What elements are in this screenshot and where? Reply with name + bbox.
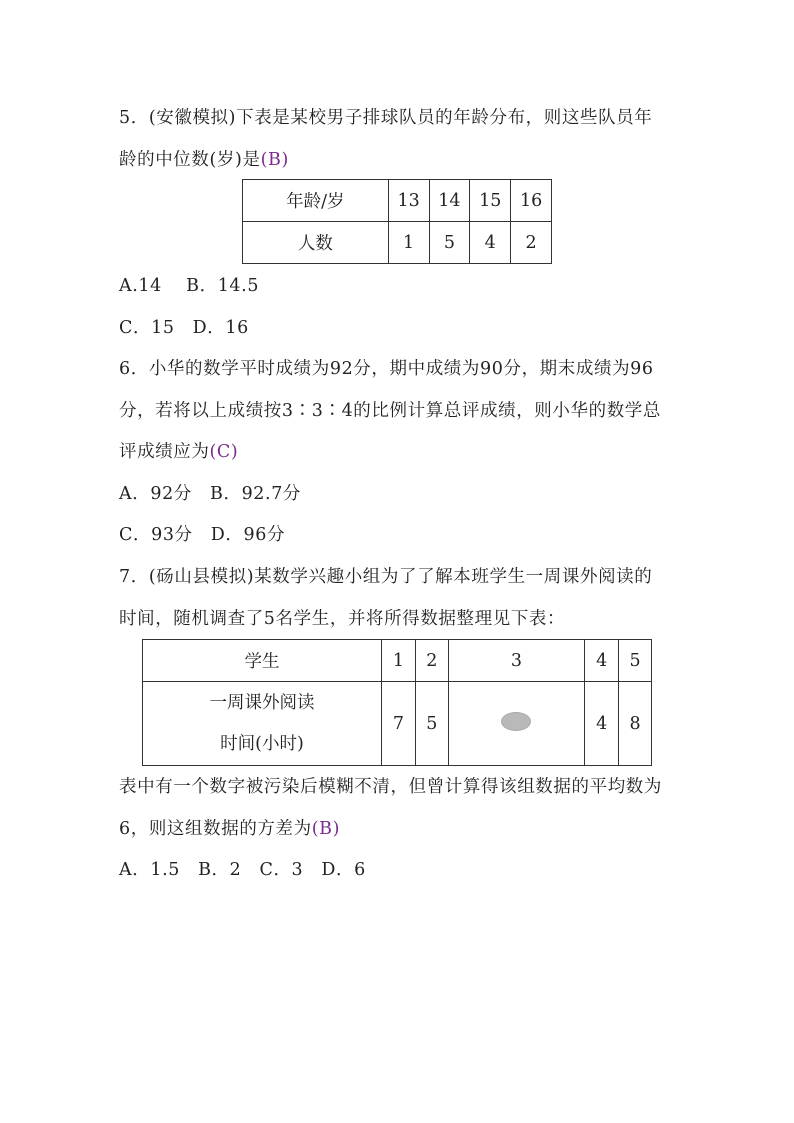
q7-hours-cell: 8 — [619, 682, 652, 766]
q5-header-age: 年龄/岁 — [243, 180, 389, 222]
q7-student-cell: 1 — [381, 640, 415, 682]
q7-hours-cell-smudged — [448, 682, 584, 766]
q7-hours-cell: 4 — [585, 682, 619, 766]
q7-table-row-student — [143, 640, 652, 682]
q7-student-cell: 4 — [585, 640, 619, 682]
q5-table-row-age — [243, 180, 552, 222]
q5-age-cell: 13 — [388, 180, 429, 222]
q5-count-cell: 2 — [511, 222, 552, 264]
q7-header-student: 学生 — [143, 640, 382, 682]
q7-stem-text: 6，则这组数据的方差为 — [119, 819, 312, 839]
q7-table-row-hours — [143, 682, 652, 766]
q6-options-line1: A．92分 B．92.7分 — [119, 484, 302, 504]
q6-stem-line3 — [119, 440, 238, 464]
q7-hours-cell: 7 — [381, 682, 415, 766]
q5-options-line2: C．15 D．16 — [119, 318, 249, 338]
q7-reading-table — [142, 639, 652, 766]
q5-count-cell: 4 — [470, 222, 511, 264]
q7-header-hours-line1: 一周课外阅读 — [209, 692, 315, 713]
q6-stem-line2: 分，若将以上成绩按3∶3∶4的比例计算总评成绩，则小华的数学总 — [119, 401, 661, 421]
q6-stem-line1: 6．小华的数学平时成绩为92分，期中成绩为90分，期末成绩为96 — [119, 359, 654, 379]
q5-age-cell: 16 — [511, 180, 552, 222]
q5-table-row-count — [243, 222, 552, 264]
ink-smudge — [501, 712, 531, 731]
q7-answer: (B) — [311, 819, 341, 839]
q7-stem-line1: 7．(砀山县模拟)某数学兴趣小组为了了解本班学生一周课外阅读的 — [119, 567, 653, 587]
q5-answer: (B) — [260, 150, 289, 170]
q7-student-cell: 5 — [619, 640, 652, 682]
q5-age-cell: 15 — [470, 180, 511, 222]
q7-student-cell: 3 — [448, 640, 584, 682]
q7-options: A．1.5 B．2 C．3 D．6 — [119, 860, 366, 880]
q7-header-hours-line2: 时间(小时) — [220, 733, 304, 754]
q7-student-cell: 2 — [415, 640, 448, 682]
q5-header-count: 人数 — [243, 222, 389, 264]
q5-stem-text: 龄的中位数(岁)是 — [119, 150, 261, 170]
q7-stem-line2: 时间，随机调查了5名学生，并将所得数据整理见下表： — [119, 609, 566, 629]
q5-options-line1: A.14 B．14.5 — [119, 276, 260, 296]
q6-options-line2: C．93分 D．96分 — [119, 525, 286, 545]
q5-stem-line1: 5．(安徽模拟)下表是某校男子排球队员的年龄分布，则这些队员年 — [119, 108, 653, 128]
q7-stem-line3: 表中有一个数字被污染后模糊不清，但曾计算得该组数据的平均数为 — [119, 777, 662, 797]
q6-answer: (C) — [209, 442, 239, 462]
q7-hours-cell: 5 — [415, 682, 448, 766]
q5-count-cell: 5 — [429, 222, 470, 264]
q5-count-cell: 1 — [388, 222, 429, 264]
q5-stem-line2 — [119, 148, 289, 172]
q7-header-hours — [143, 682, 382, 766]
q5-age-cell: 14 — [429, 180, 470, 222]
q7-stem-line4 — [119, 817, 340, 841]
q6-stem-text: 评成绩应为 — [119, 442, 210, 462]
q5-age-table — [242, 179, 552, 264]
